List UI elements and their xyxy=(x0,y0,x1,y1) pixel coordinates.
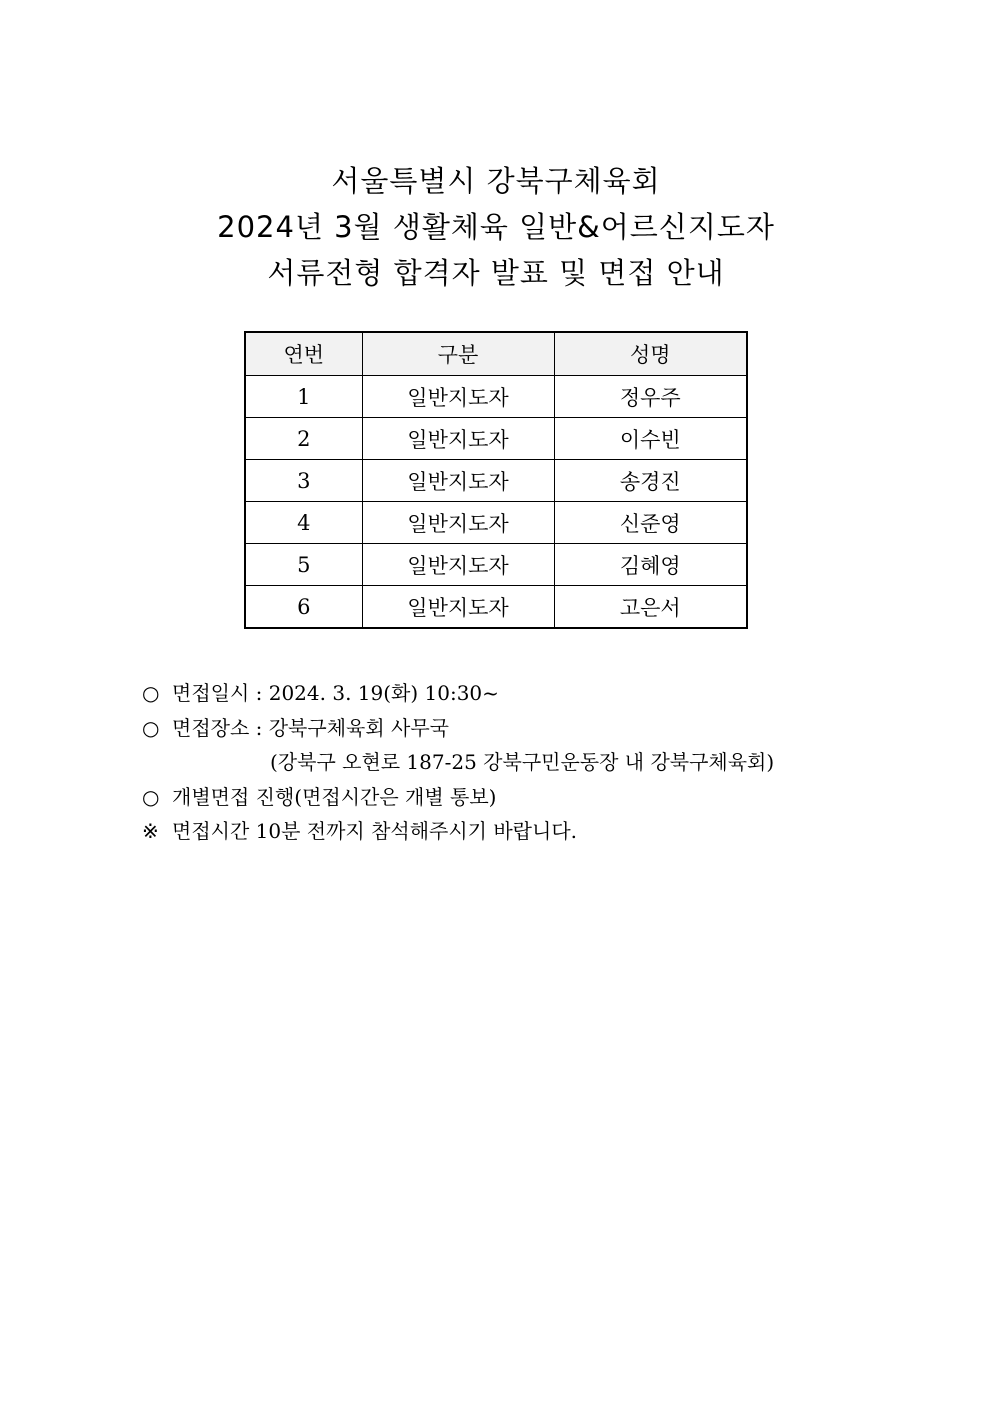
title-announcement: 서류전형 합격자 발표 및 면접 안내 xyxy=(267,256,725,290)
table-row xyxy=(245,502,747,544)
cell-category: 일반지도자 xyxy=(362,460,554,502)
circle-bullet-icon: ○ xyxy=(142,784,160,809)
header-number: 연번 xyxy=(245,332,362,376)
cell-number: 5 xyxy=(245,544,362,586)
circle-bullet-icon: ○ xyxy=(142,681,160,705)
note-text: 면접일시 : 2024. 3. 19(화) 10:30~ xyxy=(172,681,499,705)
table-row xyxy=(245,460,747,502)
title-organization: 서울특별시 강북구체육회 xyxy=(331,164,661,198)
note-interview-address: (강북구 오현로 187-25 강북구민운동장 내 강북구체육회) xyxy=(270,750,775,774)
cell-name: 신준영 xyxy=(554,502,747,544)
cell-name: 김혜영 xyxy=(554,544,747,586)
cell-number: 6 xyxy=(245,586,362,629)
interview-notes xyxy=(142,676,922,849)
cell-category: 일반지도자 xyxy=(362,376,554,418)
title-program: 2024년 3월 생활체육 일반&어르신지도자 xyxy=(217,210,775,244)
circle-bullet-icon: ○ xyxy=(142,715,160,740)
cell-name: 고은서 xyxy=(554,586,747,629)
cell-category: 일반지도자 xyxy=(362,502,554,544)
table-header-row xyxy=(245,332,747,376)
cell-name: 이수빈 xyxy=(554,418,747,460)
note-interview-datetime xyxy=(142,676,922,711)
cell-category: 일반지도자 xyxy=(362,544,554,586)
table-row xyxy=(245,544,747,586)
cell-number: 4 xyxy=(245,502,362,544)
results-table xyxy=(244,331,748,629)
table-row xyxy=(245,418,747,460)
header-name: 성명 xyxy=(554,332,747,376)
reference-mark-icon: ※ xyxy=(142,819,159,843)
cell-name: 송경진 xyxy=(554,460,747,502)
cell-number: 1 xyxy=(245,376,362,418)
cell-category: 일반지도자 xyxy=(362,586,554,629)
table-row xyxy=(245,586,747,629)
cell-number: 2 xyxy=(245,418,362,460)
cell-category: 일반지도자 xyxy=(362,418,554,460)
note-arrival-request xyxy=(142,814,922,849)
note-text: 개별면접 진행(면접시간은 개별 통보) xyxy=(172,784,497,809)
document-title xyxy=(0,158,992,296)
cell-number: 3 xyxy=(245,460,362,502)
table-row xyxy=(245,376,747,418)
note-text: 면접시간 10분 전까지 참석해주시기 바랍니다. xyxy=(172,819,577,843)
header-category: 구분 xyxy=(362,332,554,376)
note-individual-interview xyxy=(142,780,922,815)
note-text: 면접장소 : 강북구체육회 사무국 xyxy=(172,715,449,740)
cell-name: 정우주 xyxy=(554,376,747,418)
note-interview-place xyxy=(142,711,922,746)
